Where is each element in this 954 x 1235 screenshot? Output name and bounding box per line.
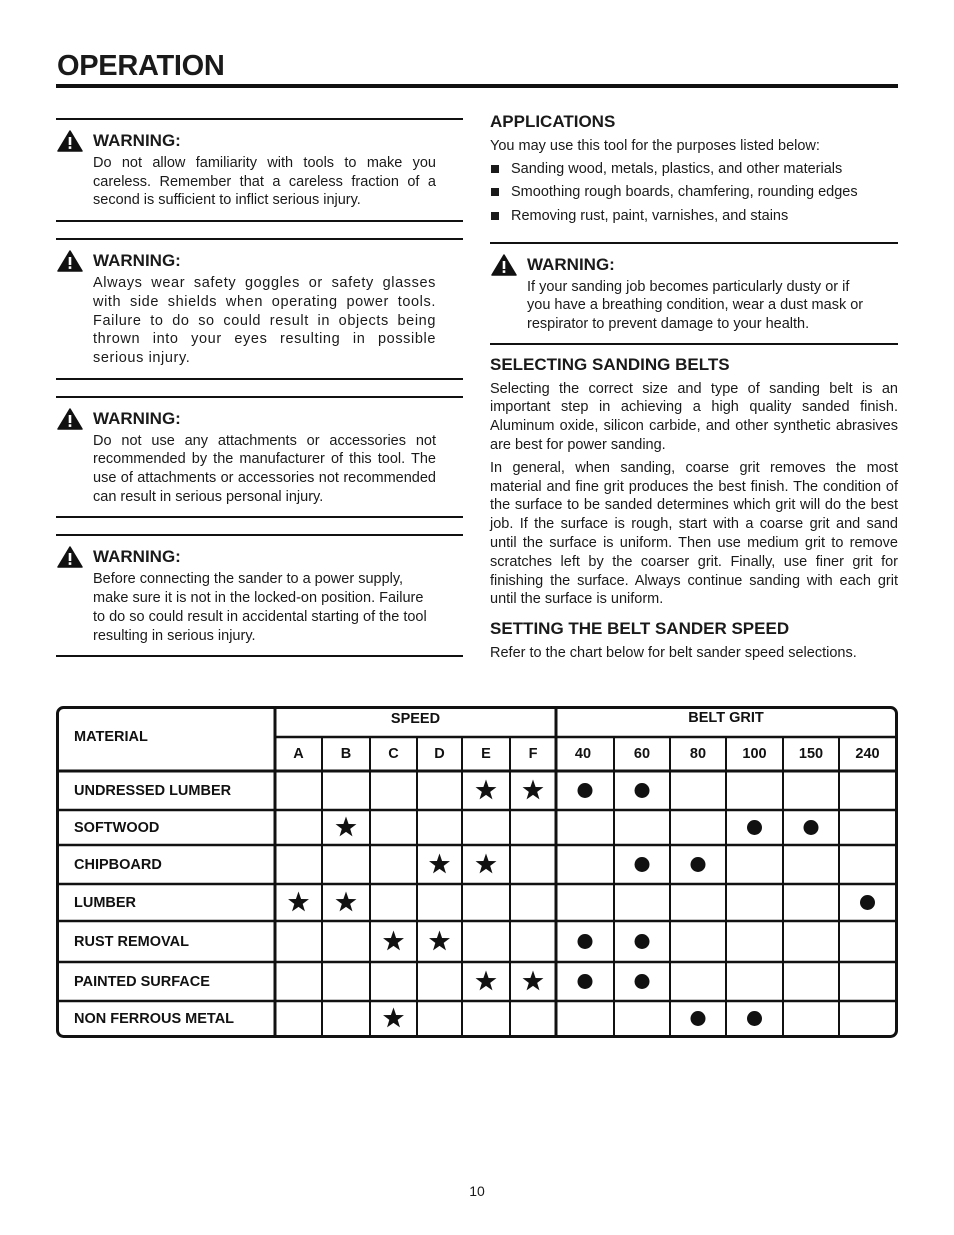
speed-tick-label: E [481, 745, 491, 762]
material-header: MATERIAL [74, 728, 148, 745]
square-bullet-icon [491, 188, 499, 196]
warning-title: WARNING: [93, 408, 181, 428]
speed-grit-table [56, 706, 898, 1038]
warning-title: WARNING: [527, 254, 615, 274]
applications-heading: APPLICATIONS [490, 112, 616, 131]
right-column [490, 112, 898, 667]
page-number: 10 [469, 1183, 485, 1199]
warning-text: Do not allow familiarity with tools to make you careless. Remember that a careless fraction of a second is sufficient to inflict serious injury. [93, 155, 436, 209]
speed-star-icon [523, 780, 544, 800]
speed-text: Refer to the chart below for belt sander speed selections. [490, 645, 857, 662]
grit-dot-icon [860, 895, 875, 910]
warning-title: WARNING: [93, 547, 181, 567]
left-column [56, 118, 463, 673]
material-label: SOFTWOOD [74, 819, 160, 836]
speed-tick-label: D [434, 745, 445, 762]
grit-dot-icon [635, 857, 650, 872]
speed-star-icon [476, 854, 497, 874]
speed-star-icon [383, 931, 404, 951]
warning-triangle-icon [57, 408, 83, 430]
warning-triangle-icon [57, 250, 83, 272]
warning-box [56, 534, 463, 657]
grit-dot-icon [635, 783, 650, 798]
square-bullet-icon [491, 212, 499, 220]
speed-star-icon [476, 780, 497, 800]
speed-star-icon [336, 817, 357, 837]
speed-star-icon [476, 971, 497, 991]
warning-box [56, 118, 463, 222]
grit-dot-icon [578, 783, 593, 798]
speed-star-icon [288, 892, 309, 912]
material-label: UNDRESSED LUMBER [74, 782, 232, 799]
list-item: Smoothing rough boards, chamfering, rounding edges [490, 183, 898, 202]
warning-text: Always wear safety goggles or safety glasses with side shields when operating power tools. Failure to do so could result in objects being thrown into your eyes resulting in possible serious injury. [93, 275, 436, 366]
grit-dot-icon [747, 820, 762, 835]
grit-dot-icon [691, 857, 706, 872]
grit-dot-icon [804, 820, 819, 835]
speed-star-icon [523, 971, 544, 991]
page-title: OPERATION [57, 50, 225, 82]
speed-tick-label: B [340, 745, 352, 762]
warning-triangle-icon [57, 130, 83, 152]
warning-text: Before connecting the sander to a power supply, make sure it is not in the locked-on position. Failure to do so could result in accidental starting of the tool resulting in serious injury. [93, 571, 427, 644]
title-rule [56, 84, 898, 88]
dust-warning-box [490, 242, 898, 345]
warning-triangle-icon [491, 254, 517, 276]
applications-list [490, 160, 898, 226]
grit-tick-label: 150 [798, 745, 824, 762]
speed-heading: SETTING THE BELT SANDER SPEED [490, 619, 790, 639]
material-label: PAINTED SURFACE [74, 973, 210, 990]
warning-triangle-icon [57, 546, 83, 568]
speed-grit-chart [56, 706, 898, 1038]
speed-header: SPEED [390, 710, 441, 727]
warning-title: WARNING: [93, 251, 181, 271]
warning-box [56, 396, 463, 519]
grit-dot-icon [747, 1011, 762, 1026]
warning-text: If your sanding job becomes particularly dusty or if you have a breathing condition, wear a dust mask or respirator to prevent damage to your health. [527, 278, 864, 332]
speed-star-icon [383, 1008, 404, 1028]
speed-star-icon [429, 854, 450, 874]
applications-intro: You may use this tool for the purposes listed below: [490, 138, 820, 154]
grit-dot-icon [691, 1011, 706, 1026]
warning-text: Do not use any attachments or accessories not recommended by the manufacturer of this tool. The use of attachments or accessories not recommended can result in serious personal injury. [93, 432, 436, 505]
speed-tick-label: C [388, 745, 399, 762]
grit-dot-icon [635, 934, 650, 949]
speed-tick-label: F [528, 745, 538, 762]
speed-star-icon [429, 931, 450, 951]
grit-tick-label: 60 [633, 745, 651, 762]
list-item: Removing rust, paint, varnishes, and stains [490, 207, 898, 226]
belt-grit-header: BELT GRIT [688, 709, 764, 726]
material-label: CHIPBOARD [74, 856, 162, 873]
warning-title: WARNING: [93, 131, 181, 150]
grit-tick-label: 100 [742, 745, 767, 762]
material-label: RUST REMOVAL [74, 933, 189, 950]
warning-box [56, 238, 463, 380]
grit-tick-label: 240 [855, 745, 880, 762]
grit-dot-icon [578, 974, 593, 989]
speed-tick-label: A [293, 745, 304, 762]
material-label: NON FERROUS METAL [74, 1010, 235, 1027]
grit-dot-icon [635, 974, 650, 989]
list-item: Sanding wood, metals, plastics, and other materials [490, 160, 898, 179]
selecting-paragraph-2: In general, when sanding, coarse grit removes the most material and fine grit produces the best finish. The condition of the surface to be sanded determines which grit will do the best job. If the surface is rough, start with a coarse grit and sand until the surface is uniform. Then use medium grit to remove scratches left by the coarser grit. Finally, use finer grit for finishing the surface. Always continue sanding with each grit until the surface is uniform. [490, 459, 898, 608]
square-bullet-icon [491, 165, 499, 173]
grit-dot-icon [578, 934, 593, 949]
selecting-heading: SELECTING SANDING BELTS [490, 354, 730, 374]
grit-tick-label: 40 [574, 745, 592, 762]
speed-star-icon [336, 892, 357, 912]
material-label: LUMBER [74, 894, 137, 911]
grit-tick-label: 80 [689, 745, 707, 762]
selecting-paragraph-1: Selecting the correct size and type of sanding belt is an important step in achieving a high quality sanded finish. Aluminum oxide, silicon carbide, and other synthetic abrasives are best for power sanding. [490, 380, 898, 454]
